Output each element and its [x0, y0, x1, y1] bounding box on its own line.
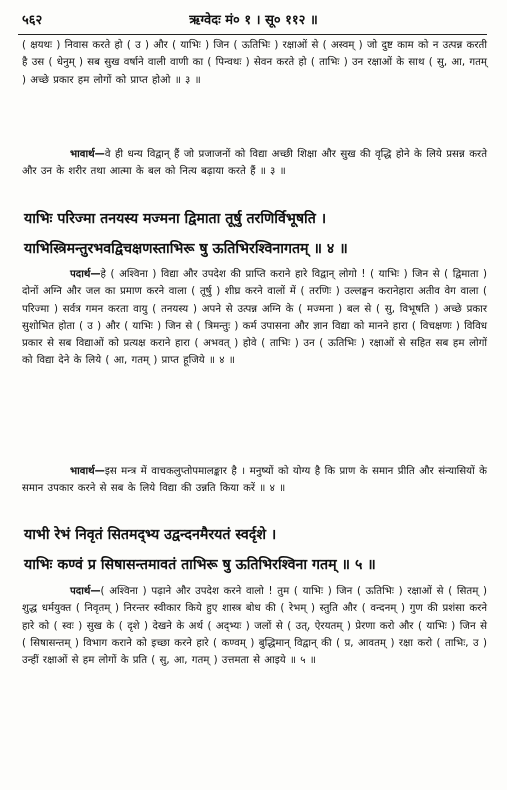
verse-4-line-2: याभिस्त्रिमन्तुरभवद्विचक्षणस्ताभिरू षु ऊतिभिरश्विनागतम् ॥ ४ ॥: [24, 241, 348, 257]
verse-4-line-1: याभिः परिज्मा तनयस्य मज्मना द्विमाता तूर्षु तरणिर्विभूषति ।: [24, 211, 327, 227]
page-header: [22, 10, 485, 32]
header-rule: [18, 34, 487, 35]
padartha-continued: ( क्षयथः ) निवास करते हो ( उ ) और ( याभिः ) जिन ( ऊतिभिः ) रक्षाओं से ( अस्वम् ) जो दुष्ट काम को न उत्पन्न करती है उस ( धेनुम् ) सब सुख वर्षाने वाली वाणी का ( पिन्वथः ) सेवन करते हो ( ताभिः ) उन रक्षाओं के साथ ( सु, आ, गतम् ) अच्छे प्रकार हम लोगों को प्राप्त होओ ॥ ३ ॥: [22, 40, 487, 86]
bhavartha-4: भावार्थ—इस मन्त्र में वाचकलुप्तोपमालङ्कार है । मनुष्यों को योग्य है कि प्राण के समान प्रीति और संन्यासियों के समान उपकार करने से सब के लिये विद्या की उन्नति किया करें ॥ ४ ॥: [22, 466, 487, 495]
verse-5-line-2: याभिः कण्वं प्र सिषासन्तमावतं ताभिरू षु ऊतिभिरश्विना गतम् ॥ ५ ॥: [24, 557, 376, 573]
page-number: ५६२: [22, 13, 43, 28]
padartha-5: पदार्थ—( अश्विना ) पढ़ाने और उपदेश करने वालो ! तुम ( याभिः ) जिन ( ऊतिभिः ) रक्षाओं से ( सितम् ) शुद्ध धर्मयुक्त ( निवृतम् ) निरन्तर स्वीकार किये हुए शास्त्र बोध की ( रेभम् ) स्तुति और ( वन्दनम् ) गुण की प्रशंसा करने हारे को ( स्वः ) सुख के ( दृशे ) देखने के अर्थ ( अद्भ्यः ) जलों से ( उत्, ऐरयतम् ) प्रेरणा करो और ( याभिः ) जिन से ( सिषासन्तम् ) विभाग कराने को इच्छा करने हारे ( कण्वम् ) बुद्धिमान् विद्वान् की ( प्र, आवतम् ) रक्षा करो ( ताभिः, उ ) उन्हीं रक्षाओं से हम लोगों के प्रति ( सु, आ, गतम् ) उत्तमता से आइये ॥ ५ ॥: [22, 586, 487, 667]
padartha-4: पदार्थ—हे ( अश्विना ) विद्या और उपदेश की प्राप्ति कराने हारे विद्वान् लोगो ! ( याभिः ) जिन से ( द्विमाता ) दोनों अग्नि और जल का प्रमाण करने वाला ( तूर्षु ) शीघ्र करने वालों में ( तरणिः ) उल्लङ्घन करानेहारा अतीव वेग वाला ( परिज्मा ) सर्वत्र गमन करता वायु ( तनयस्य ) अपने से उत्पन्न अग्नि के ( मज्मना ) बल से ( सु, विभूषति ) अच्छे प्रकार सुशोभित होता ( उ ) और ( याभिः ) जिन से ( त्रिमन्तुः ) कर्म उपासना और ज्ञान विद्या को मानने हारा ( विचक्षणः ) विविध प्रकार से सब विद्याओं को प्रत्यक्ष कराने हारा ( अभवत् ) होवे ( ताभिः ) उन ( ऊतिभिः ) रक्षाओं से सहित सब हम लोगों को विद्या देने के लिये ( आ, गतम् ) प्राप्त हूजिये ॥ ४ ॥: [22, 269, 487, 367]
running-title: ऋग्वेदः मं० १ । सू० ११२ ॥: [189, 13, 318, 28]
verse-5-line-1: याभी रेभं निवृतं सितमद्भ्य उद्वन्दनमैरयतं स्वर्दृशे ।: [24, 527, 277, 543]
bhavartha-3: भावार्थ—वे ही धन्य विद्वान् हैं जो प्रजाजनों को विद्या अच्छी शिक्षा और सुख की वृद्धि होने के लिये प्रसन्न करते और उन के शरीर तथा आत्मा के बल को नित्य बढ़ाया करते हैं ॥ ३ ॥: [22, 149, 487, 178]
